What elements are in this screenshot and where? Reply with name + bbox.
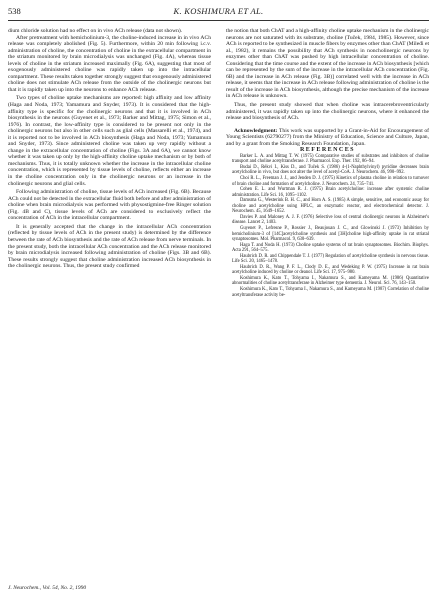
reference-item: Koshimura K., Kato T., Tohyama I., Nakamura S., and Kameyama M. (1986) Quantitative abnormalities of choline acetyltransferase in Alzheimer type dementia. J. Neurol. Sci. 76, 143–150. [232,275,429,287]
reference-item: Davies P. and Maloney A. J. F. (1976) Selective loss of central cholinergic neurons in Alzheimer's disease. Lancet 2, 1403. [232,214,429,226]
body-paragraph: Following administration of choline, tissue levels of ACh increased (Fig. 6B). Because ACh could not be detected in the extracellular fluid both before and after administration of choline when brain microdialysis was performed with physostigmine-free Ringer solution (Fig. 4B and C), tissue levels of ACh are considered to exclusively reflect the concentration of ACh in the intracellular compartment. [8,189,211,222]
reference-item: Barker L. A. and Mittag T. W. (1975) Comparative studies of substrates and inhibitors of choline transport and choline acetyltransferase. J. Pharmacol. Exp. Ther. 192, 86–94. [232,153,429,165]
running-head: K. KOSHIMURA ET AL. [173,6,264,16]
body-paragraph: After pretreatment with hemicholinium-3, the choline-induced increase in in vivo ACh release was completely abolished (Fig. 5). Furthermore, within 20 min following i.c.v. administration of choline, the concentration of choline in the extracellular compartment in the striatum monitored by brain microdialysis was unchanged (Fig. 4A), whereas tissue levels of choline in the striatum increased maximally (Fig. 6A), suggesting that most of exogenously administered choline was rapidly taken up into the intracellular compartment. These results taken together strongly suggest that exogenously administered choline does not stimulate ACh release from the outside of the cholinergic neurons but that it is rapidly taken up into the neurons to enhance ACh release. [8,34,211,93]
left-column [8,28,211,270]
reference-item: Choi R. L., Freeman J. J., and Jenden D. J. (1975) Kinetics of plasma choline in relation to turnover of brain choline and formation of acetylcholine. J. Neurochem. 24, 735–741. [232,176,429,187]
reference-item: Cohen E. L. and Wurtman R. J. (1975) Brain acetylcholine: increase after systemic choline administration. Life Sci. 16, 1095–1102. [232,187,429,198]
page-header [8,6,429,20]
acknowledgment [226,128,429,148]
references-heading: REFERENCES [300,147,355,154]
acknowledgment-text: This work was supported by a Grant-in-Aid for Encouragement of Young Scientists (62790277) from the Ministry of Education, Science and Culture, Japan, and by a grant from the Smoking Research Foundation, Japan. [226,127,429,147]
body-paragraph: dium chloride solution had no effect on in vivo ACh release (data not shown). [8,28,183,34]
reference-item: Haubrich D. R. and Chippendale T. J. (1977) Regulation of acetylcholine synthesis in nervous tissue. Life Sci. 20, 1465–1478. [232,253,429,265]
reference-item: Koshimura K., Kato T., Tohyama I., Nakamura S., and Kameyama M. (1987) Correlation of choline acetyltransferase activity be- [232,286,429,298]
acknowledgment-heading: Acknowledgment: [234,127,278,134]
reference-item: Haubrich D. R., Wang P. F. L., Clody D. E., and Wedeking P. W. (1975) Increase in rat brain acetylcholine induced by choline or deanol. Life Sci. 17, 975–980. [232,264,429,276]
journal-citation: J. Neurochem., Vol. 54, No. 2, 1990 [8,585,87,591]
reference-item: Guyenet P., Lefresne P., Rossier J., Beaujouan J. C., and Glowinski J. (1973) Inhibition by hemicholinium-3 of [14C]acetylcholine synthesis and [3H]choline high-affinity uptake in rat striatal synaptosomes. Mol. Pharmacol. 9, 630–639. [232,225,429,243]
body-paragraph: It is generally accepted that the change in the intracellular ACh concentration (reflected by tissue levels of ACh in the present study) is determined by the difference between the rate of ACh biosynthesis and the rate of ACh release from nerve terminals. In the present study, both the intracellular ACh concentration and the ACh release monitored by brain microdialysis increased following administration of choline (Figs. 3B and 6B). These results strongly suggest that choline administration increased ACh biosynthesis in the cholinergic neurons. Thus, the present study confirmed [8,223,211,270]
right-column [226,28,429,298]
reference-item: Haga T. and Noda H. (1973) Choline uptake systems of rat brain synaptosomes. Biochim. Biophys. Acta 291, 564–575. [232,242,429,254]
body-paragraph: Thus, the present study showed that when choline was intracerebroventricularly administered, it was rapidly taken up into the cholinergic neurons, where it enhanced the release and biosynthesis of ACh. [226,102,429,122]
header-rule [8,20,429,21]
body-paragraph: Two types of choline uptake mechanisms are reported: high affinity and low affinity (Haga and Noda, 1973; Yamamura and Snyder, 1973). It is considered that the high-affinity type is specific for the cholinergic neurons and that it is involved in ACh biosynthesis in the neurons (Guyenet et al., 1973; Barker and Mittag, 1975; Simon et al., 1976). In contrast, the low-affinity type is considered to be present not only in the cholinergic neurons but also in other cells such as glial cells (Massarelli et al., 1974), and it is reported not to be involved in ACh biosynthesis (Haga and Noda, 1973; Yamamura and Snyder, 1973). Since administered choline was taken up very rapidly without a change in the extracellular concentration of choline (Figs. 3A and 6A), we cannot know whether it was taken up only by the high-affinity choline uptake mechanism or by both of mechanisms. Thus, it is totally unknown whether the increase in the intracellular choline concentration, which is represented by tissue levels of choline, reflects either an increase in the choline concentration only in the cholinergic neurons or an increase in the cholinergic neurons and glial cells. [8,95,211,187]
page-number: 538 [8,6,21,16]
reference-item: Damsma G., Westerink B. H. C., and Horn A. S. (1985) A simple, sensitive, and economic assay for choline and acetylcholine using HPLC, an enzymatic reactor, and electrochemical detector. J. Neurochem. 45, 1649–1652. [232,198,429,215]
body-paragraph: the notion that both ChAT and a high-affinity choline uptake mechanism in the cholinergic neurons are not saturated with its substrate, choline (Tuček, 1984, 1985). However, since ACh is reported to be synthesized in muscle fibers by enzymes other than ChAT (Mileđi et al., 1982), it remains the possibility that ACh synthesis in noncholinergic neurons by enzymes other than ChAT was pushed by high intracellular concentration of choline. Considering that the time course and the extent of the increase in ACh biosynthesis [which can be represented by the sum of the increase in the intracellular ACh concentration (Fig. 6B) and the increase in ACh release (Fig. 3B)] correlated well with the increase in ACh release, it seems that the increase in ACh release following administration of choline is the result of the increase in ACh biosynthesis, although the precise mechanism of the increase in ACh release is unknown. [226,28,429,100]
reference-item: Budai D., Rékvi I., Kiss D., and Tuček S. (1986) 4-(1-Naphthylvinyl) pyridine decreases brain acetylcholine in vivo, but does not alter the level of acetyl-CoA. J. Neurochem. 46, 990–992. [232,164,429,176]
